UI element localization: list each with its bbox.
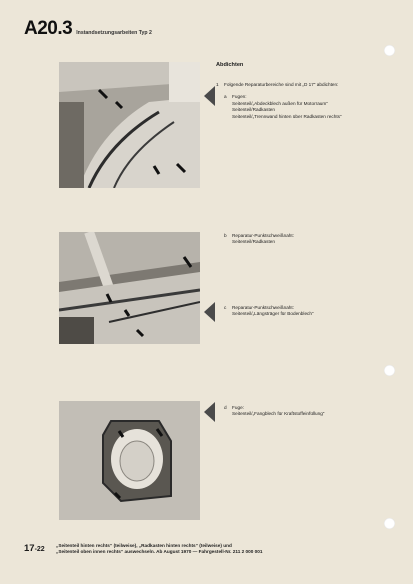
sub-step-label: c	[224, 305, 227, 310]
text-block-seam-d	[216, 405, 366, 418]
seam-line: Seitenteil/„Fangblech für Kraftstoffeinfüllung“	[232, 411, 325, 417]
sub-step-title: Fugen:	[232, 94, 247, 100]
step-number: 1	[216, 82, 219, 87]
step-1	[216, 82, 366, 88]
sub-step-title: Reparatur-Punktschweißnaht:	[232, 233, 295, 238]
section-title: Instandsetzungsarbeiten Typ 2	[76, 30, 152, 36]
seam-line: Seitenteil/„Abdeckblech außen für Motorraum“	[232, 100, 328, 106]
seam-line: Seitenteil/Radkasten	[232, 107, 275, 113]
page-number	[24, 543, 56, 554]
photo-sealing-seams	[59, 62, 200, 188]
text-block-weld-b	[216, 233, 366, 246]
photo-fuel-filler	[59, 401, 200, 520]
page-number-sub: -22	[34, 546, 45, 553]
text-block-sealing	[216, 62, 366, 120]
seam-line: Seitenteil/„Trennwand hinten über Radkasten rechts“	[232, 113, 342, 119]
punch-hole	[384, 45, 395, 56]
page-footer	[24, 543, 356, 556]
step-text: Folgende Reparaturbereiche sind mit „D 17“ abdichten:	[224, 82, 339, 87]
sub-step-title: Fuge:	[232, 405, 244, 410]
footer-line: „Seitenteil oben innen rechts“ auswechseln. Ab August 1970 — Fahrgestell-Nr. 211 2 000 001	[56, 549, 263, 555]
weld-line: Seitenteil/Radkasten	[232, 239, 275, 245]
page-header	[24, 18, 152, 40]
footer-caption	[56, 543, 356, 556]
photo-spot-welds	[59, 232, 200, 344]
sub-step-label: b	[224, 233, 227, 238]
section-number: A20.3	[24, 18, 73, 39]
block-heading: Abdichten	[216, 62, 244, 68]
sub-step-label: d	[224, 405, 227, 410]
punch-hole	[384, 365, 395, 376]
punch-hole	[384, 518, 395, 529]
text-block-weld-c	[216, 305, 366, 318]
page-number-main: 17	[24, 543, 35, 554]
sub-step-label: a	[224, 94, 227, 100]
weld-line: Seitenteil/„Längsträger für Bodenblech“	[232, 311, 314, 317]
pointer-marker	[204, 302, 215, 322]
pointer-marker	[204, 86, 215, 106]
footer-line: „Seitenteil hinten rechts“ (teilweise), „Radkasten hinten rechts“ (teilweise) und	[56, 543, 232, 548]
pointer-marker	[204, 402, 215, 422]
sub-step-title: Reparatur-Punktschweißnaht:	[232, 305, 295, 310]
